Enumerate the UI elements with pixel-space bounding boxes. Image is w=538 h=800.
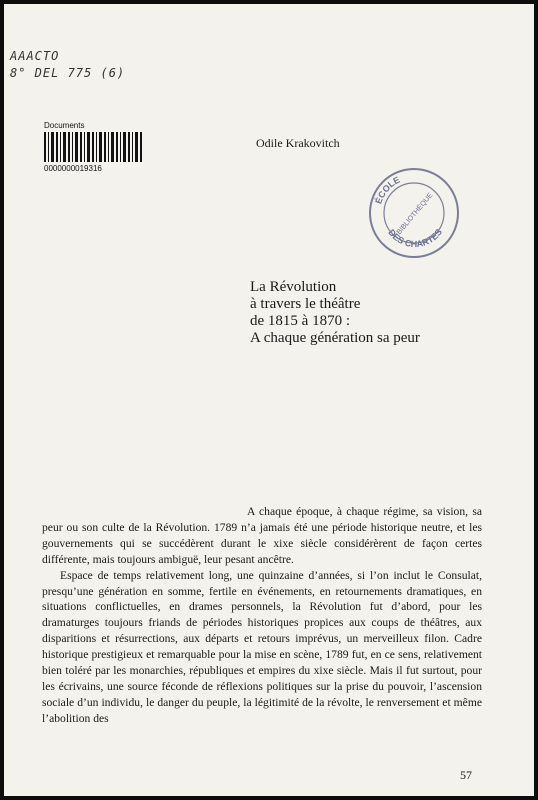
svg-text:BIBLIOTHÈQUE: BIBLIOTHÈQUE bbox=[395, 191, 435, 237]
title-line-2: à travers le théâtre bbox=[250, 296, 361, 312]
svg-text:ÉCOLE: ÉCOLE bbox=[373, 174, 402, 206]
handwritten-line-1: AAACTO bbox=[10, 49, 60, 63]
library-stamp-icon bbox=[366, 165, 462, 261]
handwritten-line-2: 8° DEL 775 (6) bbox=[10, 66, 126, 80]
barcode-number: 0000000019316 bbox=[44, 164, 102, 173]
document-page bbox=[4, 4, 534, 796]
barcode-icon bbox=[44, 132, 144, 162]
article-title bbox=[250, 279, 420, 347]
barcode-label-sticker bbox=[44, 121, 144, 173]
handwritten-call-number bbox=[10, 48, 125, 82]
title-line-3: de 1815 à 1870 : bbox=[250, 313, 350, 329]
barcode-heading: Documents bbox=[44, 121, 85, 130]
title-line-1: La Révolution bbox=[250, 279, 337, 295]
paragraph-1: A chaque époque, à chaque régime, sa vision, sa peur ou son culte de la Révolution. 1789 n’a jamais été une période historique neutre, et les gouvernements qui se succédèrent durant le xixe siècle considérèrent de façon certes différente, mais toujours ambiguë, leur pesant ancêtre. bbox=[42, 505, 482, 566]
page-number: 57 bbox=[460, 768, 472, 782]
svg-text:DES CHARTES: DES CHARTES bbox=[386, 226, 445, 250]
article-body bbox=[42, 504, 482, 727]
author-name: Odile Krakovitch bbox=[256, 136, 340, 150]
paragraph-2: Espace de temps relativement long, une quinzaine d’années, si l’on inclut le Consulat, presqu’une génération en somme, fertile en événements, en retournements dramatiques, en situations conflictuelles, en drames personnels, la Révolution fut d’abord, pour les dramaturges toujours friands de périodes historiques propices aux coups de théâtres, aux disparitions et résurrections, aux départs et retours imprévus, un merveilleux filon. Cadre historique prestigieux et remarquable pour la mise en scène, 1789 fut, en ce sens, relativement bien toléré par les monarchies, républiques et empires du xixe siècle. Mais il fut surtout, pour les écrivains, une source féconde de réflexions politiques sur la prise du pouvoir, l’ascension sociale d’un individu, le danger du peuple, la légitimité de la révolte, le renversement et même l’abolition des bbox=[42, 568, 482, 725]
title-line-4: A chaque génération sa peur bbox=[250, 330, 420, 346]
